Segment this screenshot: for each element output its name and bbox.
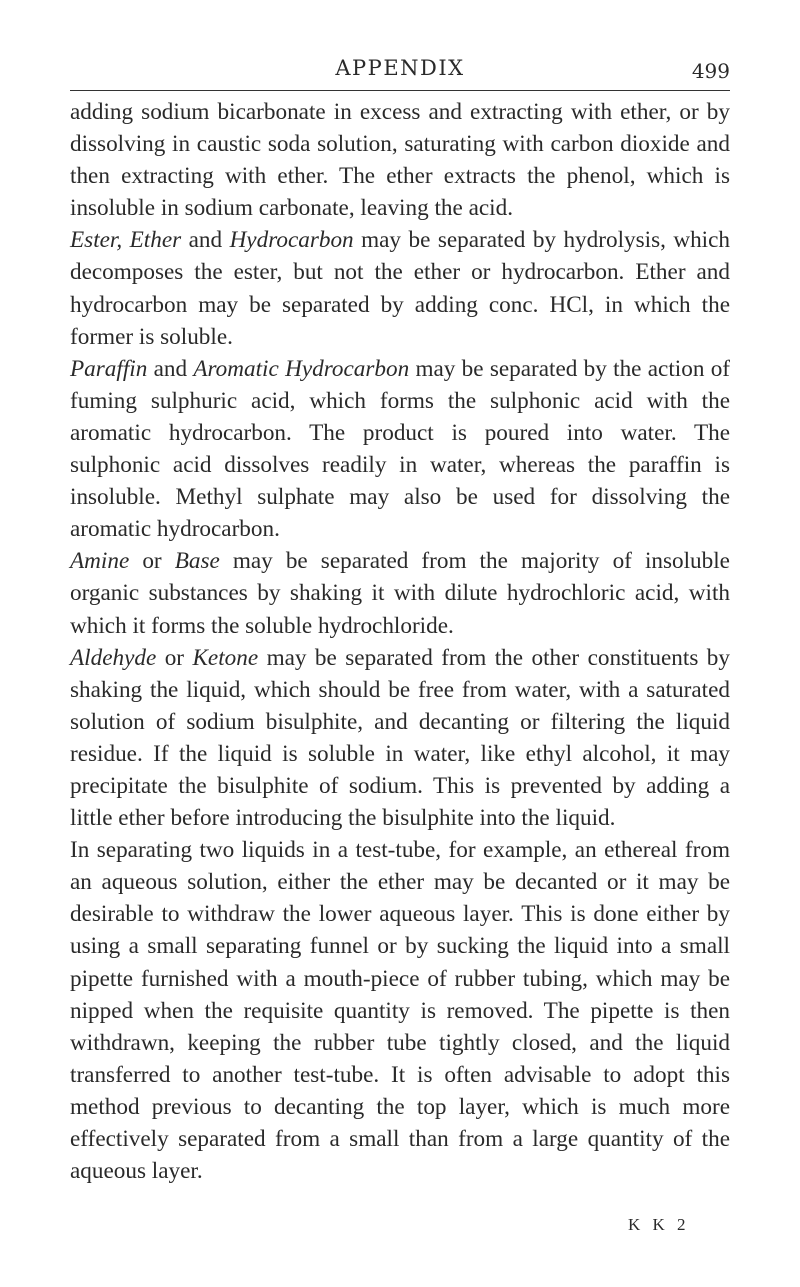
paragraph-text: adding sodium bicarbonate in excess and extracting with ether, or by dissolving in caustic soda solution, saturating with carbon dioxide and then extracting with ether. The ether extracts the phenol, which is insoluble in sodium carbonate, leaving the acid. — [70, 99, 730, 222]
running-title: APPENDIX — [335, 56, 465, 80]
italic-term: Amine — [70, 548, 130, 575]
paragraph — [70, 96, 730, 224]
paragraph — [70, 224, 730, 352]
header-rule — [70, 90, 730, 91]
signature-mark: K K 2 — [628, 1215, 690, 1234]
paragraph-text: may be separated from the majority of insoluble organic substances by shaking it with dilute hydrochloric acid, with which it forms the soluble hydrochloride. — [70, 548, 730, 639]
paragraph-text: may be separated by hydrolysis, which decomposes the ester, but not the ether or hydrocarbon. Ether and hydrocarbon may be separated by adding conc. HCl, in which the former is soluble. — [70, 227, 731, 350]
italic-term: Base — [174, 548, 220, 575]
italic-term: Ketone — [192, 644, 259, 671]
italic-term: Aldehyde — [70, 644, 157, 671]
paragraph-text: or — [129, 548, 175, 575]
paragraph — [70, 642, 730, 835]
paragraph-text: In separating two liquids in a test-tube, for example, an ethereal from an aqueous solution, either the ether may be decanted or it may be desirable to withdraw the lower aqueous layer. This is done either by using a small separating funnel or by sucking the liquid into a small pipette furnished with a mouth-piece of rubber tubing, which may be nipped when the requisite quantity is removed. The pipette is then withdrawn, keeping the rubber tube tightly closed, and the liquid transferred to another test-tube. It is often advisable to adopt this method previous to decanting the top layer, which is much more effectively separated from a small than from a large quantity of the aqueous layer. — [70, 837, 730, 1185]
paragraph — [70, 545, 730, 641]
italic-term: Paraffin — [70, 355, 148, 382]
paragraph — [70, 353, 730, 546]
italic-term: Hydrocarbon — [229, 227, 354, 254]
paragraph-text: may be separated from the other constituents by shaking the liquid, which should be free from water, with a saturated solution of sodium bisulphite, and decanting or filtering the liquid residue. If the liquid is soluble in water, like ethyl alcohol, it may precipitate the bisulphite of sodium. This is prevented by adding a little ether before introducing the bisulphite into the liquid. — [70, 644, 730, 832]
paragraph-text: or — [156, 644, 193, 671]
italic-term: Aromatic Hydrocarbon — [193, 355, 410, 382]
body-text — [70, 96, 730, 1187]
running-head — [70, 56, 730, 92]
paragraph-text: and — [147, 355, 194, 382]
paragraph-text: may be separated by the action of fuming sulphuric acid, which forms the sulphonic acid with the aromatic hydrocarbon. The product is poured into water. The sulphonic acid dissolves readily in water, whereas the paraffin is insoluble. Methyl sulphate may also be used for dissolving the aromatic hydrocarbon. — [70, 355, 731, 543]
italic-term: Ester, Ether — [70, 227, 182, 254]
paragraph-text: and — [181, 227, 230, 254]
paragraph — [70, 834, 730, 1187]
page-number: 499 — [691, 59, 730, 83]
